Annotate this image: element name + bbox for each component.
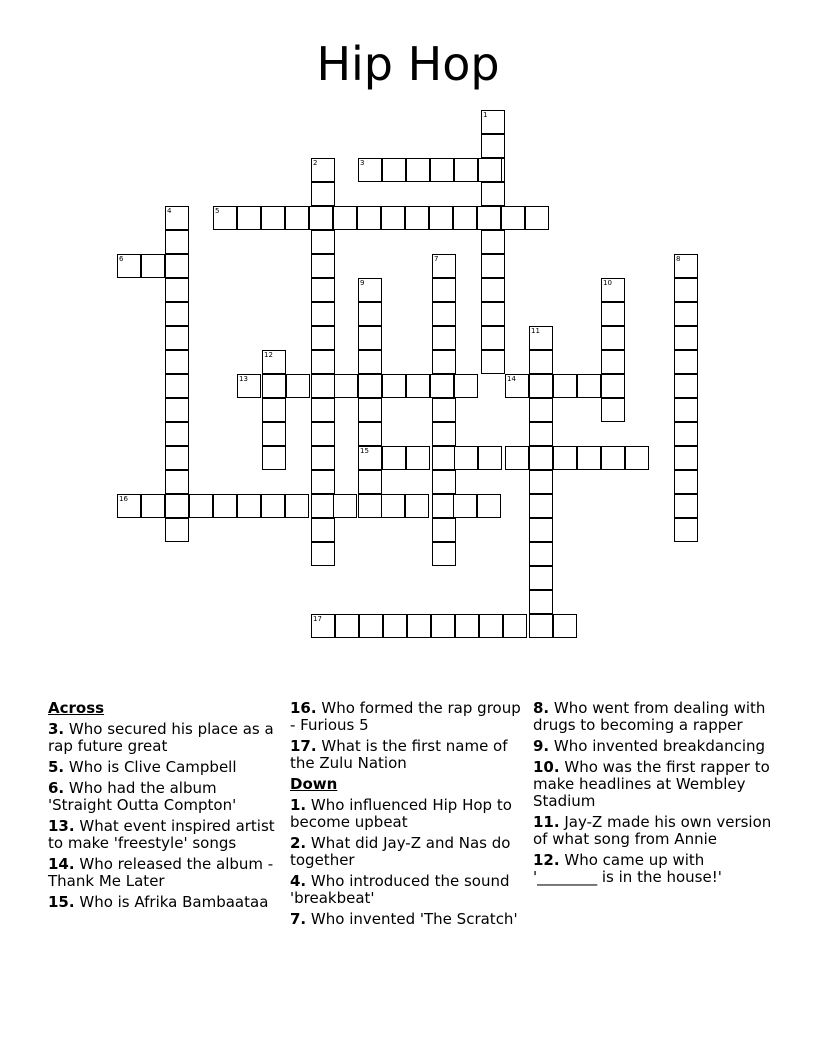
cell-number: 1 [483, 111, 488, 119]
grid-cell[interactable] [674, 446, 698, 470]
clue-text: Who is Clive Campbell [68, 758, 237, 776]
clue-number: 1. [290, 796, 307, 814]
grid-cell[interactable] [674, 302, 698, 326]
grid-cell[interactable] [674, 254, 698, 278]
across-clue-15 [48, 894, 280, 911]
clue-number: 9. [533, 737, 550, 755]
grid-cell[interactable] [577, 374, 601, 398]
grid-cell[interactable] [477, 206, 501, 230]
grid-cell[interactable] [165, 206, 189, 230]
grid-cell[interactable] [165, 254, 189, 278]
cell-number: 11 [531, 327, 540, 335]
grid-cell[interactable] [529, 518, 553, 542]
grid-cell[interactable] [674, 470, 698, 494]
grid-cell[interactable] [311, 302, 335, 326]
puzzle-title: Hip Hop [316, 37, 500, 91]
grid-cell[interactable] [262, 374, 286, 398]
cell-number: 4 [167, 207, 172, 215]
grid-cell[interactable] [432, 302, 456, 326]
grid-cell[interactable] [165, 446, 189, 470]
grid-cell[interactable] [477, 494, 501, 518]
clue-number: 14. [48, 855, 75, 873]
clue-text: Jay-Z made his own version of what song from Annie [533, 813, 772, 848]
cell-number: 5 [215, 207, 220, 215]
grid-cell[interactable] [358, 446, 382, 470]
cell-number: 15 [360, 447, 369, 455]
across-clue-3 [48, 721, 280, 755]
grid-cell[interactable] [405, 494, 429, 518]
grid-cell[interactable] [358, 374, 382, 398]
clue-number: 3. [48, 720, 65, 738]
grid-cell[interactable] [674, 494, 698, 518]
clue-column-3 [533, 700, 773, 890]
grid-cell[interactable] [237, 206, 261, 230]
grid-cell[interactable] [432, 542, 456, 566]
grid-cell[interactable] [525, 206, 549, 230]
grid-cell[interactable] [358, 326, 382, 350]
clue-column-1 [48, 700, 280, 915]
clue-text: What event inspired artist to make 'freestyle' songs [48, 817, 275, 852]
grid-cell[interactable] [165, 230, 189, 254]
grid-cell[interactable] [358, 302, 382, 326]
grid-cell[interactable] [407, 614, 431, 638]
grid-cell[interactable] [358, 278, 382, 302]
grid-cell[interactable] [311, 158, 335, 182]
grid-cell[interactable] [358, 398, 382, 422]
grid-cell[interactable] [481, 182, 505, 206]
across-clue-13 [48, 818, 280, 852]
grid-cell[interactable] [311, 614, 335, 638]
cell-number: 6 [119, 255, 124, 263]
grid-cell[interactable] [311, 374, 335, 398]
cell-number: 3 [360, 159, 365, 167]
grid-cell[interactable] [165, 470, 189, 494]
grid-cell[interactable] [117, 254, 141, 278]
grid-cell[interactable] [601, 350, 625, 374]
down-clue-1 [290, 797, 522, 831]
down-clue-2 [290, 835, 522, 869]
grid-cell[interactable] [333, 494, 357, 518]
grid-cell[interactable] [481, 110, 505, 134]
grid-cell[interactable] [453, 494, 477, 518]
grid-cell[interactable] [553, 446, 577, 470]
grid-cell[interactable] [432, 278, 456, 302]
grid-cell[interactable] [529, 446, 553, 470]
clue-number: 8. [533, 699, 550, 717]
clue-text: Who was the first rapper to make headlines at Wembley Stadium [533, 758, 770, 810]
grid-cell[interactable] [406, 374, 430, 398]
grid-cell[interactable] [454, 374, 478, 398]
grid-cell[interactable] [382, 446, 406, 470]
grid-cell[interactable] [213, 206, 237, 230]
grid-cell[interactable] [481, 326, 505, 350]
grid-cell[interactable] [431, 614, 455, 638]
grid-cell[interactable] [481, 254, 505, 278]
grid-cell[interactable] [454, 446, 478, 470]
clue-number: 10. [533, 758, 560, 776]
cell-number: 2 [313, 159, 318, 167]
clue-text: Who secured his place as a rap future great [48, 720, 274, 755]
clue-text: Who introduced the sound 'breakbeat' [290, 872, 510, 907]
across-clue-14 [48, 856, 280, 890]
cell-number: 14 [507, 375, 516, 383]
grid-cell[interactable] [382, 374, 406, 398]
clue-number: 16. [290, 699, 317, 717]
grid-cell[interactable] [481, 350, 505, 374]
grid-cell[interactable] [261, 494, 285, 518]
grid-cell[interactable] [529, 398, 553, 422]
across-heading: Across [48, 699, 105, 717]
grid-cell[interactable] [165, 350, 189, 374]
grid-cell[interactable] [165, 302, 189, 326]
grid-cell[interactable] [405, 206, 429, 230]
grid-cell[interactable] [165, 518, 189, 542]
clue-number: 17. [290, 737, 317, 755]
grid-cell[interactable] [189, 494, 213, 518]
grid-cell[interactable] [432, 326, 456, 350]
cell-number: 9 [360, 279, 365, 287]
grid-cell[interactable] [674, 422, 698, 446]
grid-cell[interactable] [674, 374, 698, 398]
grid-cell[interactable] [311, 182, 335, 206]
grid-cell[interactable] [432, 398, 456, 422]
down-clue-4 [290, 873, 522, 907]
cell-number: 12 [264, 351, 273, 359]
grid-cell[interactable] [674, 326, 698, 350]
across-clue-6 [48, 780, 280, 814]
grid-cell[interactable] [359, 614, 383, 638]
clue-text: What is the first name of the Zulu Nation [290, 737, 508, 772]
clue-text: Who released the album - Thank Me Later [48, 855, 274, 890]
grid-cell[interactable] [601, 398, 625, 422]
grid-cell[interactable] [358, 494, 382, 518]
grid-cell[interactable] [117, 494, 141, 518]
grid-cell[interactable] [430, 158, 454, 182]
grid-cell[interactable] [674, 518, 698, 542]
grid-cell[interactable] [311, 230, 335, 254]
down-heading: Down [290, 775, 338, 793]
grid-cell[interactable] [334, 374, 358, 398]
grid-cell[interactable] [311, 398, 335, 422]
grid-cell[interactable] [479, 614, 503, 638]
grid-cell[interactable] [601, 278, 625, 302]
down-clue-10 [533, 759, 773, 810]
grid-cell[interactable] [432, 422, 456, 446]
grid-cell[interactable] [262, 398, 286, 422]
across-clue-16 [290, 700, 522, 734]
grid-cell[interactable] [481, 278, 505, 302]
grid-cell[interactable] [311, 470, 335, 494]
grid-cell[interactable] [309, 206, 333, 230]
cell-number: 16 [119, 495, 128, 503]
grid-cell[interactable] [529, 614, 553, 638]
grid-cell[interactable] [141, 254, 165, 278]
grid-cell[interactable] [601, 326, 625, 350]
down-clue-8 [533, 700, 773, 734]
cell-number: 7 [434, 255, 439, 263]
cell-number: 13 [239, 375, 248, 383]
grid-cell[interactable] [311, 518, 335, 542]
grid-cell[interactable] [529, 422, 553, 446]
grid-cell[interactable] [432, 446, 456, 470]
down-clue-9 [533, 738, 773, 755]
clue-number: 12. [533, 851, 560, 869]
grid-cell[interactable] [165, 494, 189, 518]
grid-cell[interactable] [213, 494, 237, 518]
clue-number: 2. [290, 834, 307, 852]
clue-text: Who went from dealing with drugs to becoming a rapper [533, 699, 766, 734]
grid-cell[interactable] [262, 350, 286, 374]
grid-cell[interactable] [529, 590, 553, 614]
grid-cell[interactable] [311, 446, 335, 470]
grid-cell[interactable] [358, 350, 382, 374]
grid-cell[interactable] [285, 206, 309, 230]
grid-cell[interactable] [429, 206, 453, 230]
clue-text: Who invented 'The Scratch' [310, 910, 518, 928]
grid-cell[interactable] [481, 302, 505, 326]
grid-cell[interactable] [481, 230, 505, 254]
clue-number: 11. [533, 813, 560, 831]
grid-cell[interactable] [311, 350, 335, 374]
grid-cell[interactable] [601, 374, 625, 398]
grid-cell[interactable] [311, 278, 335, 302]
grid-cell[interactable] [455, 614, 479, 638]
grid-cell[interactable] [165, 278, 189, 302]
clue-column-2 [290, 700, 522, 932]
grid-cell[interactable] [311, 254, 335, 278]
grid-cell[interactable] [529, 374, 553, 398]
clue-text: Who had the album 'Straight Outta Compton' [48, 779, 237, 814]
grid-cell[interactable] [358, 158, 382, 182]
grid-cell[interactable] [165, 326, 189, 350]
grid-cell[interactable] [553, 614, 577, 638]
grid-cell[interactable] [625, 446, 649, 470]
clue-text: Who formed the rap group - Furious 5 [290, 699, 521, 734]
down-clue-7 [290, 911, 522, 928]
grid-cell[interactable] [261, 206, 285, 230]
grid-cell[interactable] [529, 566, 553, 590]
grid-cell[interactable] [335, 614, 359, 638]
grid-cell[interactable] [262, 446, 286, 470]
grid-cell[interactable] [237, 494, 261, 518]
grid-cell[interactable] [311, 494, 335, 518]
grid-cell[interactable] [141, 494, 165, 518]
grid-cell[interactable] [406, 446, 430, 470]
clue-number: 13. [48, 817, 75, 835]
clue-number: 5. [48, 758, 65, 776]
grid-cell[interactable] [286, 374, 310, 398]
grid-cell[interactable] [237, 374, 261, 398]
grid-cell[interactable] [478, 158, 502, 182]
grid-cell[interactable] [383, 614, 407, 638]
grid-cell[interactable] [674, 398, 698, 422]
grid-cell[interactable] [432, 518, 456, 542]
grid-cell[interactable] [381, 206, 405, 230]
grid-cell[interactable] [529, 494, 553, 518]
clue-number: 6. [48, 779, 65, 797]
grid-cell[interactable] [577, 446, 601, 470]
across-clue-5 [48, 759, 280, 776]
grid-cell[interactable] [311, 422, 335, 446]
grid-cell[interactable] [553, 374, 577, 398]
cell-number: 10 [603, 279, 612, 287]
grid-cell[interactable] [165, 398, 189, 422]
grid-cell[interactable] [311, 542, 335, 566]
grid-cell[interactable] [601, 446, 625, 470]
grid-cell[interactable] [529, 326, 553, 350]
grid-cell[interactable] [262, 422, 286, 446]
grid-cell[interactable] [165, 422, 189, 446]
clue-text: Who invented breakdancing [553, 737, 766, 755]
grid-cell[interactable] [432, 254, 456, 278]
cell-number: 17 [313, 615, 322, 623]
grid-cell[interactable] [165, 374, 189, 398]
grid-cell[interactable] [478, 446, 502, 470]
grid-cell[interactable] [503, 614, 527, 638]
grid-cell[interactable] [674, 278, 698, 302]
grid-cell[interactable] [333, 206, 357, 230]
clue-text: Who influenced Hip Hop to become upbeat [290, 796, 512, 831]
grid-cell[interactable] [529, 470, 553, 494]
grid-cell[interactable] [381, 494, 405, 518]
grid-cell[interactable] [430, 374, 454, 398]
cell-number: 8 [676, 255, 681, 263]
grid-cell[interactable] [674, 350, 698, 374]
clue-text: Who is Afrika Bambaataa [79, 893, 269, 911]
clue-number: 4. [290, 872, 307, 890]
grid-cell[interactable] [505, 374, 529, 398]
grid-cell[interactable] [529, 542, 553, 566]
grid-cell[interactable] [529, 350, 553, 374]
grid-cell[interactable] [481, 134, 505, 158]
grid-cell[interactable] [285, 494, 309, 518]
grid-cell[interactable] [505, 446, 529, 470]
clue-text: What did Jay-Z and Nas do together [290, 834, 511, 869]
grid-cell[interactable] [358, 470, 382, 494]
grid-cell[interactable] [358, 422, 382, 446]
down-clue-12 [533, 852, 773, 886]
grid-cell[interactable] [357, 206, 381, 230]
grid-cell[interactable] [454, 158, 478, 182]
grid-cell[interactable] [453, 206, 477, 230]
clue-text: Who came up with '________ is in the house!' [533, 851, 722, 886]
clue-number: 7. [290, 910, 307, 928]
grid-cell[interactable] [501, 206, 525, 230]
grid-cell[interactable] [432, 350, 456, 374]
grid-cell[interactable] [601, 302, 625, 326]
grid-cell[interactable] [432, 470, 456, 494]
grid-cell[interactable] [406, 158, 430, 182]
grid-cell[interactable] [382, 158, 406, 182]
grid-cell[interactable] [311, 326, 335, 350]
down-clue-11 [533, 814, 773, 848]
across-clue-17 [290, 738, 522, 772]
clue-number: 15. [48, 893, 75, 911]
